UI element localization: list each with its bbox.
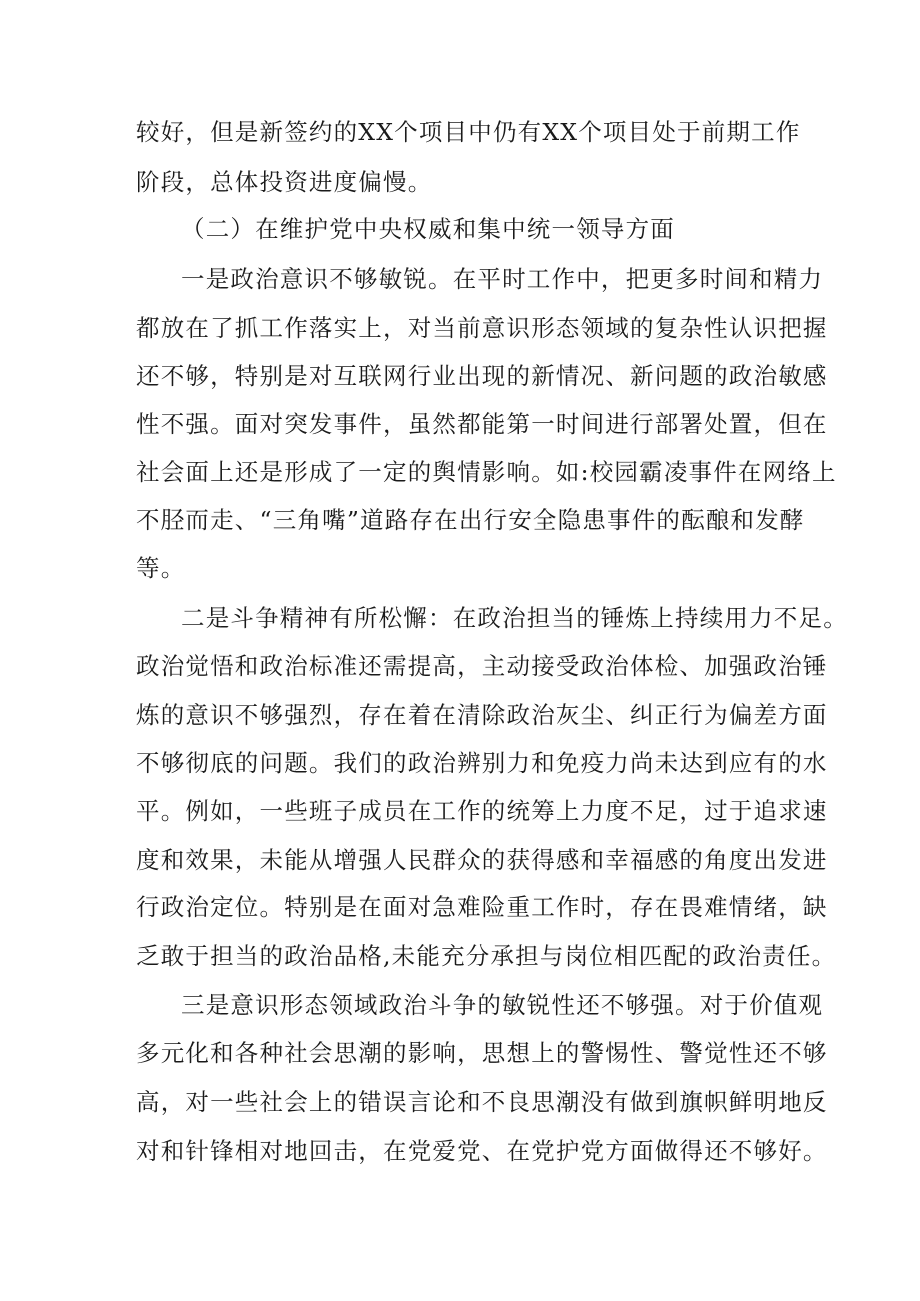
paragraph-line: 三是意识形态领域政治斗争的敏锐性还不够强。对于价值观 bbox=[181, 991, 824, 1019]
paragraph-line: 炼的意识不够强烈，存在着在清除政治灰尘、纠正行为偏差方面 bbox=[136, 701, 828, 729]
paragraph-line: 还不够，特别是对互联网行业出现的新情况、新问题的政治敏感 bbox=[136, 362, 828, 390]
paragraph-line: 不胫而走、“三角嘴”道路存在出行安全隐患事件的酝酿和发酵 bbox=[136, 506, 805, 534]
paragraph-line: 高，对一些社会上的错误言论和不良思潮没有做到旗帜鲜明地反 bbox=[136, 1088, 828, 1116]
paragraph-line: 度和效果，未能从增强人民群众的获得感和幸福感的角度出发进 bbox=[136, 846, 828, 874]
paragraph-line: 较好，但是新签约的XX个项目中仍有XX个项目处于前期工作 bbox=[136, 118, 801, 146]
paragraph-line: 性不强。面对突发事件，虽然都能第一时间进行部署处置，但在 bbox=[136, 410, 828, 438]
paragraph-line: 乏敢于担当的政治品格,未能充分承担与岗位相匹配的政治责任。 bbox=[136, 942, 837, 970]
paragraph-line: 等。 bbox=[136, 554, 186, 582]
paragraph-line: 多元化和各种社会思潮的影响，思想上的警惕性、警觉性还不够 bbox=[136, 1039, 828, 1067]
paragraph-line: 不够彻底的问题。我们的政治辨别力和免疫力尚未达到应有的水 bbox=[136, 749, 828, 777]
paragraph-line: 一是政治意识不够敏锐。在平时工作中，把更多时间和精力 bbox=[181, 265, 824, 293]
paragraph-line: 政治觉悟和政治标准还需提高，主动接受政治体检、加强政治锤 bbox=[136, 652, 828, 680]
paragraph-line: 平。例如，一些班子成员在工作的统筹上力度不足，过于追求速 bbox=[136, 797, 828, 825]
paragraph-line: 二是斗争精神有所松懈：在政治担当的锤炼上持续用力不足。 bbox=[181, 604, 848, 632]
paragraph-line: 对和针锋相对地回击，在党爱党、在党护党方面做得还不够好。 bbox=[136, 1137, 828, 1165]
section-heading: （二）在维护党中央权威和集中统一领导方面 bbox=[181, 215, 675, 243]
paragraph-line: 行政治定位。特别是在面对急难险重工作时，存在畏难情绪，缺 bbox=[136, 893, 828, 921]
paragraph-line: 都放在了抓工作落实上，对当前意识形态领域的复杂性认识把握 bbox=[136, 314, 828, 342]
paragraph-line: 阶段，总体投资进度偏慢。 bbox=[136, 168, 433, 196]
paragraph-line: 社会面上还是形成了一定的舆情影响。如:校园霸凌事件在网络上 bbox=[136, 458, 837, 486]
